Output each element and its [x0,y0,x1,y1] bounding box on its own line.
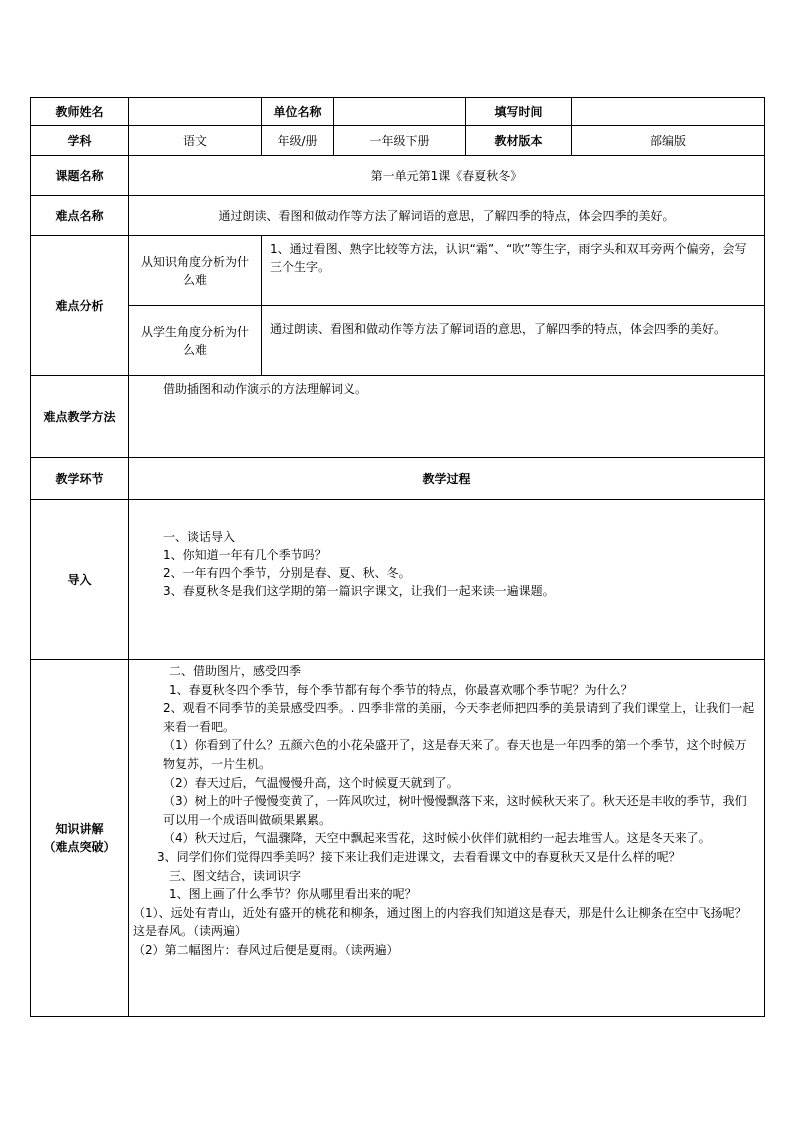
row-knowledge [31,660,765,1017]
edition-label: 教材版本 [466,126,572,156]
subject-value: 语文 [129,126,262,156]
process-label: 教学过程 [129,458,765,500]
stage-label: 教学环节 [31,458,129,500]
subject-label: 学科 [31,126,129,156]
teaching-method-value: 借助插图和动作演示的方法理解词义。 [129,376,765,458]
knowledge-line: （3）树上的叶子慢慢变黄了，一阵风吹过，树叶慢慢飘落下来，这时候秋天来了。秋天还是丰收的季节，我们可以用一个成语叫做硕果累累。 [163,794,747,827]
knowledge-angle-value: 1、通过看图、熟字比较等方法，认识“霜”、“吹”等生字，雨字头和双耳旁两个偏旁，会写三个生字。 [262,236,765,306]
row-student-analysis [31,306,765,376]
row-difficulty-name [31,196,765,236]
intro-line: 2、一年有四个季节，分别是春、夏、秋、冬。 [163,566,411,580]
knowledge-line: 1、春夏秋冬四个季节，每个季节都有每个季节的特点，你最喜欢哪个季节呢？为什么？ [169,682,633,697]
difficulty-name-label: 难点名称 [31,196,129,236]
knowledge-line: 2、观看不同季节的美景感受四季。. 四季非常的美丽，今天李老师把四季的美景请到了我们课堂上，让我们一起来看一看吧。 [163,701,755,734]
intro-line: 一、谈话导入 [163,530,236,544]
grade-value: 一年级下册 [334,126,466,156]
lesson-title-label: 课题名称 [31,156,129,196]
row-teaching-method [31,376,765,458]
knowledge-line: 1、图上画了什么季节？你从哪里看出来的呢？ [169,887,417,902]
knowledge-line: 3、同学们你们觉得四季美吗？接下来让我们走进课文，去看看课文中的春夏秋天又是什么样的呢？ [157,849,681,864]
teaching-method-label: 难点教学方法 [31,376,129,458]
knowledge-line: （2）第二幅图片：春风过后便是夏雨。（读两遍） [133,942,399,957]
knowledge-line: （1）你看到了什么？五颜六色的小花朵盛开了，这是春天来了。春天也是一年四季的第一个季节，这个时候万物复苏，一片生机。 [163,738,747,771]
teacher-name-label: 教师姓名 [31,98,129,126]
lesson-plan-table [30,97,765,1017]
student-angle-label: 从学生角度分析为什么难 [129,306,262,376]
intro-content [129,500,765,660]
unit-name-label: 单位名称 [262,98,334,126]
row-knowledge-analysis [31,236,765,306]
knowledge-line: （2）春天过后，气温慢慢升高，这个时候夏天就到了。 [163,775,459,790]
knowledge-line: 二、借助图片，感受四季 [169,664,302,678]
row-subject [31,126,765,156]
row-process-header [31,458,765,500]
row-header [31,98,765,126]
intro-line: 3、春夏秋冬是我们这学期的第一篇识字课文，让我们一起来读一遍课题。 [163,584,555,598]
knowledge-line: （4）秋天过后，气温骤降，天空中飘起来雪花，这时候小伙伴们就相约一起去堆雪人。这是冬天来了。 [163,831,711,846]
edition-value: 部编版 [572,126,765,156]
intro-line: 1、你知道一年有几个季节吗？ [163,548,327,562]
student-angle-value: 通过朗读、看图和做动作等方法了解词语的意思，了解四季的特点，体会四季的美好。 [262,306,765,376]
row-lesson-title [31,156,765,196]
lesson-title-value: 第一单元第1课《春夏秋冬》 [129,156,765,196]
fill-time-label: 填写时间 [466,98,572,126]
knowledge-label-cell [31,660,129,1017]
intro-label: 导入 [31,500,129,660]
knowledge-angle-label: 从知识角度分析为什么难 [129,236,262,306]
difficulty-analysis-label: 难点分析 [31,236,129,376]
knowledge-sublabel: （难点突破） [43,840,116,854]
unit-name-value [334,98,466,126]
difficulty-name-value: 通过朗读、看图和做动作等方法了解词语的意思，了解四季的特点，体会四季的美好。 [129,196,765,236]
knowledge-content [129,660,765,1017]
row-intro [31,500,765,660]
knowledge-line: （1）、远处有青山，近处有盛开的桃花和柳条，通过图上的内容我们知道这是春天，那是什么让柳条在空中飞扬呢？这是春风。（读两遍） [133,905,747,939]
knowledge-label: 知识讲解 [55,822,104,836]
teacher-name-value [129,98,262,126]
grade-label: 年级/册 [262,126,334,156]
fill-time-value [572,98,765,126]
knowledge-line: 三、图文结合，读词识字 [169,868,302,883]
